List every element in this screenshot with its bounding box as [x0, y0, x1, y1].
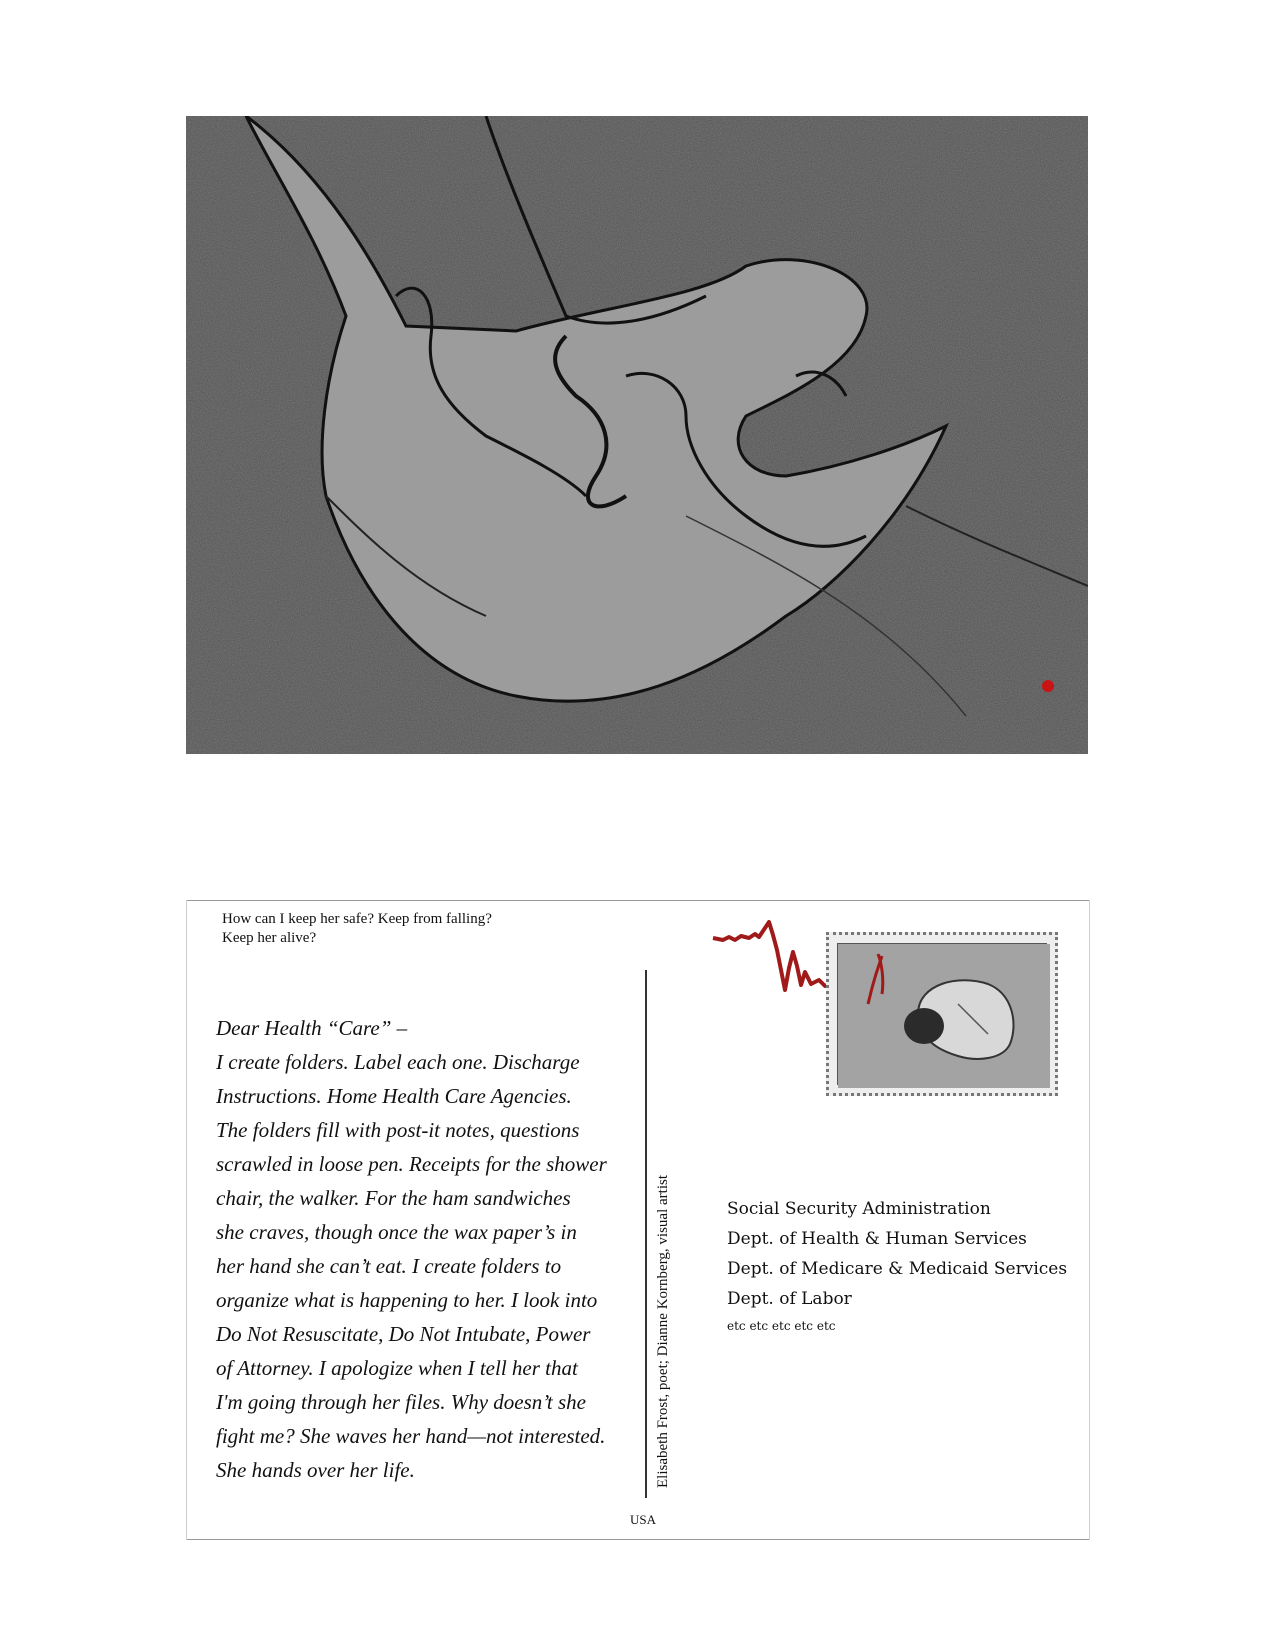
center-divider	[645, 970, 647, 1498]
question-text	[222, 910, 552, 948]
letter-line: She hands over her life.	[216, 1458, 415, 1482]
postage-stamp	[826, 932, 1058, 1096]
letter-line: she craves, though once the wax paper’s in	[216, 1220, 577, 1244]
country-label: USA	[630, 1512, 657, 1527]
letter-line: organize what is happening to her. I look into	[216, 1288, 598, 1312]
letter-line: Instructions. Home Health Care Agencies.	[216, 1084, 572, 1108]
stamp-image	[837, 943, 1047, 1085]
question-line: How can I keep her safe? Keep from falling?	[222, 911, 492, 927]
back-postcard	[186, 900, 1090, 1540]
curled-figure-icon	[838, 944, 1050, 1088]
postcard-bottom-border	[186, 1539, 1090, 1540]
letter-line: chair, the walker. For the ham sandwiches	[216, 1186, 571, 1210]
letter-line: Dear Health “Care” –	[216, 1016, 408, 1040]
letter-line: scrawled in loose pen. Receipts for the shower	[216, 1152, 607, 1176]
letter-line: Do Not Resuscitate, Do Not Intubate, Power	[216, 1322, 591, 1346]
address-line: Dept. of Health & Human Services	[727, 1229, 1027, 1249]
letter-text	[216, 1011, 636, 1487]
address-block	[727, 1194, 1067, 1338]
letter-line: fight me? She waves her hand—not interested.	[216, 1424, 606, 1448]
front-postcard-image	[186, 116, 1088, 754]
address-line: Dept. of Labor	[727, 1289, 852, 1309]
letter-line: her hand she can’t eat. I create folders to	[216, 1254, 562, 1278]
address-line: Dept. of Medicare & Medicaid Services	[727, 1259, 1068, 1279]
address-line: Social Security Administration	[727, 1199, 991, 1219]
letter-line: I create folders. Label each one. Discharge	[216, 1050, 580, 1074]
letter-line: The folders fill with post-it notes, questions	[216, 1118, 580, 1142]
hands-drawing	[186, 116, 1088, 754]
letter-line: of Attorney. I apologize when I tell her that	[216, 1356, 578, 1380]
postcard-right-border	[1089, 900, 1090, 1540]
letter-line: I'm going through her files. Why doesn’t she	[216, 1390, 587, 1414]
address-etc: etc etc etc etc etc	[727, 1319, 836, 1333]
postcard-left-border	[186, 900, 187, 1540]
postcard-top-border	[186, 900, 1090, 901]
question-line: Keep her alive?	[222, 930, 317, 946]
credit-text: Elisabeth Frost, poet; Dianne Kornberg, visual artist	[655, 1174, 671, 1488]
